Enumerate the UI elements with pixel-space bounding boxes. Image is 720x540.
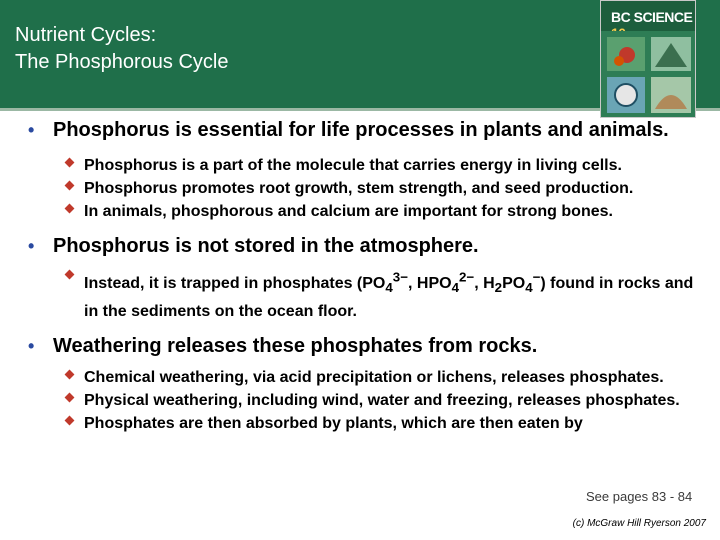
bullet-1	[28, 118, 710, 142]
subscript: 4	[385, 280, 393, 296]
sub-bullet-text: Phosphates are then absorbed by plants, which are then eaten by	[84, 414, 583, 432]
cover-brand-text: BC SCIENCE	[611, 9, 693, 25]
phosphate-text-1: Instead, it is trapped in phosphates (PO	[84, 275, 386, 293]
bullet-3	[28, 334, 710, 358]
sub-bullet-1-1	[28, 154, 710, 177]
sub-bullet-text: In animals, phosphorous and calcium are important for strong bones.	[84, 203, 613, 220]
sub-bullet-1-2	[28, 177, 710, 200]
copyright-credit: (c) McGraw Hill Ryerson 2007	[572, 518, 706, 529]
bullet-2-text: Phosphorus is not stored in the atmosphere.	[53, 235, 479, 257]
sub-bullet-1-3	[28, 200, 710, 223]
sub-bullet-2-1	[28, 266, 710, 323]
sub-bullet-text	[84, 270, 694, 320]
phosphate-text-3: , H	[474, 275, 495, 293]
sub-bullet-text: Phosphorus promotes root growth, stem strength, and seed production.	[84, 180, 634, 197]
superscript: 3−	[392, 270, 408, 285]
page-reference: See pages 83 - 84	[586, 489, 693, 504]
sub-bullet-text: Phosphorus is a part of the molecule that carries energy in living cells.	[84, 157, 622, 174]
title-line-2: The Phosphorous Cycle	[15, 51, 229, 73]
diamond-bullet-icon	[65, 158, 75, 168]
title-line-1: Nutrient Cycles:	[15, 24, 157, 46]
sub-bullet-3-3	[28, 412, 710, 435]
sub-bullet-3-2	[28, 389, 710, 412]
subscript: 2	[494, 280, 503, 296]
sub-bullet-text: Chemical weathering, via acid precipitation or lichens, releases phosphates.	[84, 368, 664, 386]
superscript: −	[532, 270, 541, 285]
diamond-bullet-icon	[65, 369, 75, 379]
sub-bullet-3-1	[28, 366, 710, 389]
diamond-bullet-icon	[65, 204, 75, 214]
bullet-dot-icon: •	[28, 236, 35, 256]
superscript: 2−	[458, 270, 475, 285]
slide-body	[28, 118, 710, 435]
diamond-bullet-icon	[65, 392, 75, 402]
slide-title	[15, 22, 228, 76]
bullet-dot-icon: •	[28, 335, 35, 356]
phosphate-text-5: ) found in rocks and in the sediments on the ocean floor.	[84, 275, 694, 320]
bullet-1-text: Phosphorus is essential for life processes in plants and animals.	[53, 119, 669, 141]
bullet-2	[28, 234, 710, 258]
bullet-dot-icon: •	[28, 120, 35, 140]
diamond-bullet-icon	[65, 415, 75, 425]
bullet-3-text: Weathering releases these phosphates from rocks.	[53, 334, 538, 357]
sub-bullet-text: Physical weathering, including wind, water and freezing, releases phosphates.	[84, 391, 680, 409]
subscript: 4	[451, 280, 459, 296]
subscript: 4	[525, 280, 533, 296]
diamond-bullet-icon	[65, 181, 75, 191]
diamond-bullet-icon	[65, 270, 75, 280]
phosphate-text-2: , HPO	[408, 275, 452, 293]
textbook-cover-image	[600, 0, 696, 118]
cover-artwork	[601, 31, 696, 118]
phosphate-text-4: PO	[502, 275, 526, 293]
